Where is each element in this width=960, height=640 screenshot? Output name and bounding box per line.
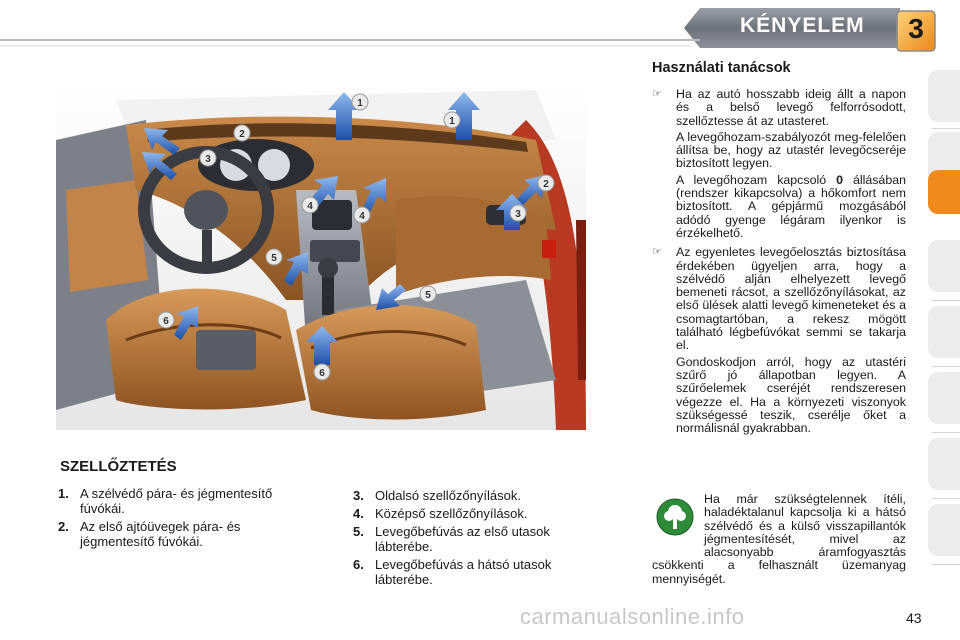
car-interior-ventilation-illustration: [56, 80, 586, 430]
svg-text:1: 1: [449, 116, 455, 127]
callout-4: [354, 207, 370, 223]
vent-list-left: [58, 486, 298, 552]
svg-text:6: 6: [163, 316, 169, 327]
side-tab[interactable]: [928, 372, 960, 424]
chapter-number: 3: [908, 13, 924, 44]
callout-5: [420, 286, 436, 302]
svg-text:2: 2: [543, 179, 549, 190]
tips-heading: Használati tanácsok: [652, 60, 791, 76]
callout-6: [314, 364, 330, 380]
eco-note: Ha már szükségtelennek ítéli, haladéktalanul kapcsolja ki a hátsó szélvédő és a külső visszapillantók jégmentesítését, mivel az alacsonyabb áramfogyasztás csökkenti a felhasznált üzemanyag mennyiségét.: [652, 492, 906, 586]
vent-list-middle: [353, 488, 593, 590]
svg-text:4: 4: [307, 201, 313, 212]
list-item: 1. A szélvédő pára- és jégmentesítő fúvókái.: [58, 486, 273, 516]
tip-paragraph: Gondoskodjon arról, hogy az utastéri szűrő jó állapotban legyen. A szűrőelemek cseréjét rendszeresen végezze el. Ha a környezeti viszonyok szükségessé teszik, cserélje őket a normálisnál gyakrabban.: [676, 354, 906, 436]
page-number: 43: [906, 610, 922, 626]
tip-paragraph: Ha az autó hosszabb ideig állt a napon és a belső levegő felforrósodott, szellőztesse át az utasteret.: [676, 87, 906, 128]
callout-2: [234, 125, 250, 141]
section-heading: SZELLŐZTETÉS: [60, 458, 177, 475]
callout-3: [510, 205, 526, 221]
callout-3: [200, 150, 216, 166]
tip-item: [652, 88, 906, 243]
list-item: 3. Oldalsó szellőzőnyílások.: [353, 488, 521, 503]
list-item: 6. Levegőbefúvás a hátsó utasok lábterébe.: [353, 557, 552, 587]
chapter-title: KÉNYELEM: [740, 14, 865, 37]
svg-text:4: 4: [359, 211, 365, 222]
side-tab[interactable]: [928, 504, 960, 556]
callout-6: [158, 312, 174, 328]
side-tab-active[interactable]: [928, 170, 960, 214]
callout-2: [538, 175, 554, 191]
usage-tips: [652, 88, 906, 441]
tree-eco-icon: [656, 498, 694, 536]
side-tab[interactable]: [928, 438, 960, 490]
side-tab[interactable]: [928, 306, 960, 358]
callout-5: [266, 249, 282, 265]
callout-1: [352, 94, 368, 110]
svg-text:2: 2: [239, 129, 245, 140]
svg-text:3: 3: [205, 154, 211, 165]
list-item: 4. Középső szellőzőnyílások.: [353, 506, 528, 521]
tip-item: [652, 246, 906, 438]
watermark: carmanualsonline.info: [520, 604, 745, 629]
chapter-side-tabs: [928, 70, 960, 610]
svg-text:3: 3: [515, 209, 521, 220]
side-tab[interactable]: [928, 240, 960, 292]
pointer-bullet-icon: ☞: [652, 246, 662, 259]
svg-text:5: 5: [425, 290, 431, 301]
list-item: 2. Az első ajtóüvegek pára- és jégmentesítő fúvókái.: [58, 519, 241, 549]
callout-4: [302, 197, 318, 213]
svg-text:6: 6: [319, 368, 325, 379]
list-item: 5. Levegőbefúvás az első utasok lábterébe.: [353, 524, 550, 554]
svg-text:1: 1: [357, 98, 363, 109]
tip-paragraph: Az egyenletes levegőelosztás biztosítása érdekében ügyeljen arra, hogy a szélvédő alján elhelyezett levegő bemeneti rácsot, a szellőzőnyílásokat, az első ülések alatti levegő kimeneteket és a csomagtartóban, a rekesz mögött található légbefúvókat semmi se takarja el.: [676, 245, 906, 353]
pointer-bullet-icon: ☞: [652, 88, 662, 100]
svg-text:5: 5: [271, 253, 277, 264]
tip-paragraph: A levegőhozam-szabályozót meg-felelően állítsa be, hogy az utastér levegőcseréje biztosított legyen.: [676, 129, 906, 171]
tip-paragraph: A levegőhozam kapcsoló 0 állásában (rendszer kikapcsolva) a hőkomfort nem biztosított. A gépjármű mozgásából adódó gyenge légáram ilyenkor is érzékelhető.: [676, 172, 906, 240]
side-tab[interactable]: [928, 70, 960, 122]
callout-1: [444, 112, 460, 128]
